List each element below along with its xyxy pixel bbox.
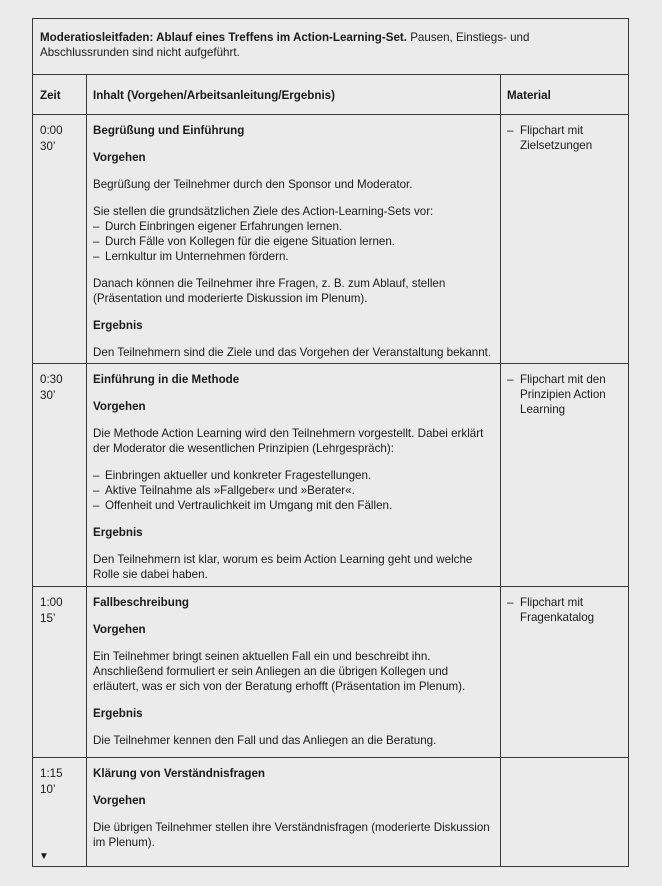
list-item-text: Aktive Teilnahme als »Fallgeber« und »Berater«. <box>105 484 355 497</box>
section-title: Fallbeschreibung <box>93 596 189 609</box>
table-caption <box>33 19 628 75</box>
paragraph: Die übrigen Teilnehmer stellen ihre Verständnisfragen (moderierte Diskussion im Plenum). <box>93 821 490 849</box>
material-cell <box>501 115 628 363</box>
list-item <box>93 219 496 234</box>
time-start: 0:00 <box>40 124 63 137</box>
list-item-text: Durch Einbringen eigener Erfahrungen lernen. <box>105 220 343 233</box>
list-item <box>93 483 496 498</box>
time-duration: 30’ <box>40 140 56 153</box>
continue-arrow-icon: ▼ <box>39 851 49 862</box>
material-text: Flipchart mit Fragenkatalog <box>520 596 595 624</box>
content-cell <box>87 115 501 363</box>
time-cell <box>33 758 87 866</box>
dash-marker: – <box>93 484 100 497</box>
content-cell <box>87 758 501 866</box>
table-row <box>33 587 628 758</box>
vorgehen-label: Vorgehen <box>93 400 146 413</box>
list-item <box>93 249 496 264</box>
time-cell <box>33 115 87 363</box>
material-item <box>507 595 624 625</box>
time-start: 0:30 <box>40 373 63 386</box>
result-text: Die Teilnehmer kennen den Fall und das Anliegen an die Beratung. <box>93 734 437 747</box>
caption-note: Pausen, Einstiegs- und Abschlussrunden sind nicht aufgeführt. <box>40 31 530 59</box>
guide-table <box>32 18 629 867</box>
time-cell <box>33 587 87 757</box>
header-material: Material <box>507 89 551 102</box>
list-item <box>93 498 496 513</box>
material-cell <box>501 758 628 866</box>
paragraph: Danach können die Teilnehmer ihre Fragen, z. B. zum Ablauf, stellen (Präsentation und moderierte Diskussion im Plenum). <box>93 277 446 305</box>
ergebnis-label: Ergebnis <box>93 707 143 720</box>
caption-title: Moderatiosleitfaden: Ablauf eines Treffens im Action-Learning-Set. <box>40 31 407 44</box>
section-title: Begrüßung und Einführung <box>93 124 245 137</box>
section-title: Einführung in die Methode <box>93 373 240 386</box>
dash-marker: – <box>507 124 514 137</box>
ergebnis-label: Ergebnis <box>93 526 143 539</box>
ergebnis-label: Ergebnis <box>93 319 143 332</box>
list-item <box>93 234 496 249</box>
table-row <box>33 364 628 587</box>
table-row <box>33 758 628 866</box>
dash-marker: – <box>93 499 100 512</box>
paragraph: Ein Teilnehmer bringt seinen aktuellen Fall ein und beschreibt ihn. Anschließend formuliert er sein Anliegen an die übrigen Kollegen und erläutert, was er sich von der Beratung erhofft (Präsentation im Plenum). <box>93 650 466 693</box>
content-cell <box>87 364 501 586</box>
table-row <box>33 115 628 364</box>
time-duration: 15’ <box>40 612 56 625</box>
bullet-list <box>93 219 496 264</box>
paragraph: Begrüßung der Teilnehmer durch den Sponsor und Moderator. <box>93 178 413 191</box>
list-item-text: Durch Fälle von Kollegen für die eigene Situation lernen. <box>105 235 396 248</box>
dash-marker: – <box>507 596 514 609</box>
material-cell <box>501 587 628 757</box>
section-title: Klärung von Verständnisfragen <box>93 767 266 780</box>
list-item-text: Offenheit und Vertraulichkeit im Umgang mit den Fällen. <box>105 499 393 512</box>
time-duration: 10’ <box>40 783 56 796</box>
dash-marker: – <box>93 469 100 482</box>
vorgehen-label: Vorgehen <box>93 794 146 807</box>
material-cell <box>501 364 628 586</box>
material-item <box>507 372 624 417</box>
result-text: Den Teilnehmern ist klar, worum es beim Action Learning geht und welche Rolle sie dabei haben. <box>93 553 473 581</box>
bullet-list <box>93 468 496 513</box>
time-start: 1:15 <box>40 767 63 780</box>
dash-marker: – <box>507 373 514 386</box>
time-start: 1:00 <box>40 596 63 609</box>
material-text: Flipchart mit den Prinzipien Action Learning <box>520 373 606 416</box>
material-text: Flipchart mit Zielsetzungen <box>520 124 593 152</box>
vorgehen-label: Vorgehen <box>93 623 146 636</box>
dash-marker: – <box>93 235 100 248</box>
time-duration: 30’ <box>40 389 56 402</box>
header-inhalt: Inhalt (Vorgehen/Arbeitsanleitung/Ergebnis) <box>87 75 501 114</box>
list-item-text: Lernkultur im Unternehmen fördern. <box>105 250 289 263</box>
dash-marker: – <box>93 220 100 233</box>
list-item-text: Einbringen aktueller und konkreter Fragestellungen. <box>105 469 372 482</box>
paragraph: Die Methode Action Learning wird den Teilnehmern vorgestellt. Dabei erklärt der Moderator die wesentlichen Prinzipien (Lehrgespräch): <box>93 427 484 455</box>
header-zeit: Zeit <box>33 75 87 114</box>
content-cell <box>87 587 501 757</box>
paragraph: Sie stellen die grundsätzlichen Ziele des Action-Learning-Sets vor: <box>93 205 434 218</box>
header-row <box>33 75 628 115</box>
time-cell <box>33 364 87 586</box>
vorgehen-label: Vorgehen <box>93 151 146 164</box>
result-text: Den Teilnehmern sind die Ziele und das Vorgehen der Veranstaltung bekannt. <box>93 346 492 359</box>
list-item <box>93 468 496 483</box>
material-item <box>507 123 624 153</box>
dash-marker: – <box>93 250 100 263</box>
